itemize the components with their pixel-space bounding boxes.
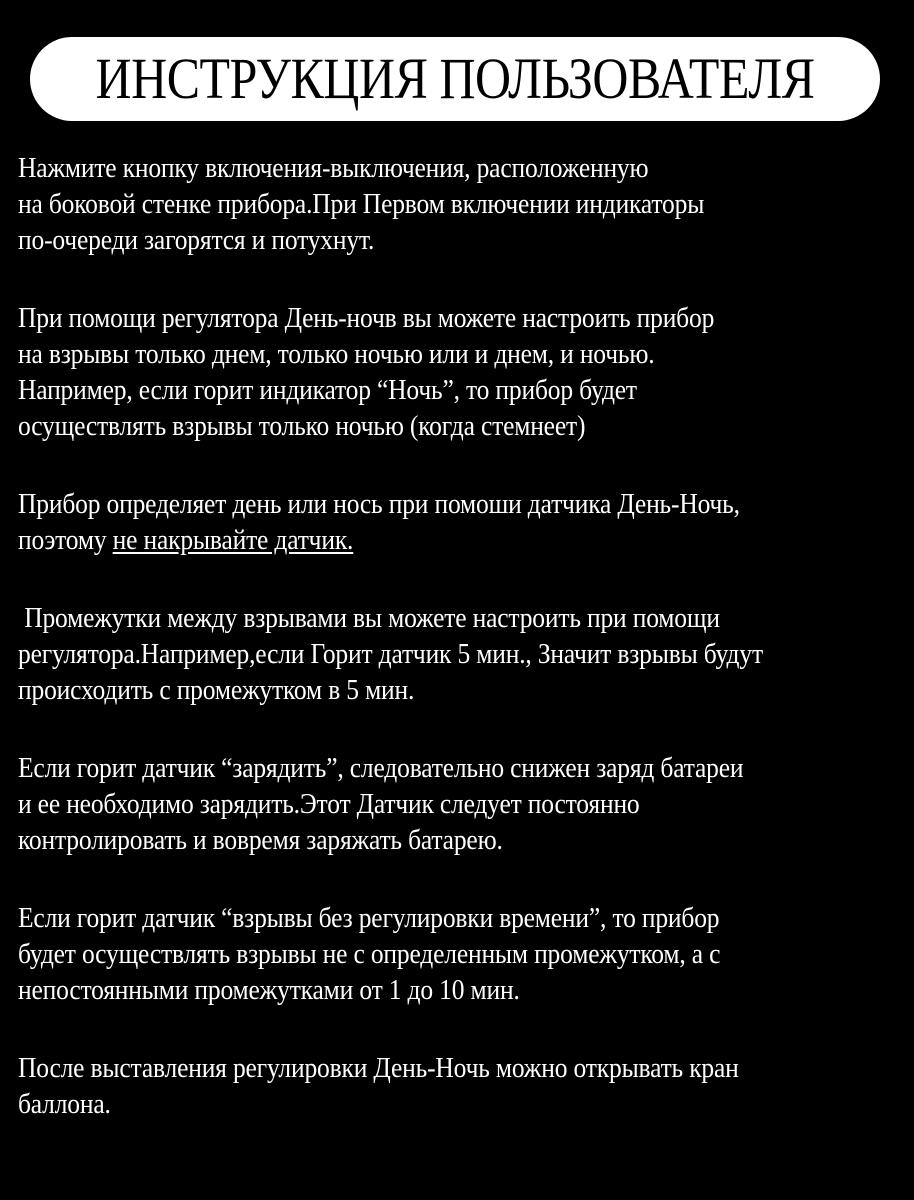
text-line: После выставления регулировки День-Ночь можно открывать кран bbox=[18, 1052, 739, 1084]
page-title: ИНСТРУКЦИЯ ПОЛЬЗОВАТЕЛЯ bbox=[95, 46, 815, 111]
warning-underlined: не накрывайте датчик. bbox=[112, 524, 354, 556]
paragraph-day-night bbox=[18, 300, 902, 444]
text-line: осуществлять взрывы только ночью (когда стемнеет) bbox=[18, 410, 586, 442]
text-line: Прибор определяет день или нось при помоши датчика День-Ночь, bbox=[18, 488, 740, 520]
text-line: Например, если горит индикатор “Ночь”, то прибор будет bbox=[18, 374, 637, 406]
text-line: регулятора.Например,если Горит датчик 5 мин., Значит взрывы будут bbox=[18, 638, 763, 670]
paragraph-sensor bbox=[18, 486, 902, 558]
text-line: баллона. bbox=[18, 1088, 111, 1120]
paragraph-random bbox=[18, 900, 902, 1008]
text-line: по-очереди загорятся и потухнут. bbox=[18, 224, 375, 256]
text-line: Промежутки между взрывами вы можете настроить при помощи bbox=[18, 602, 720, 634]
text-line: на взрывы только днем, только ночью или и днем, и ночью. bbox=[18, 338, 655, 370]
title-banner bbox=[30, 37, 880, 121]
text-plain: поэтому bbox=[18, 524, 113, 556]
text-line: происходить с промежутком в 5 мин. bbox=[18, 674, 415, 706]
text-line: При помощи регулятора День-ночв вы можете настроить прибор bbox=[18, 302, 715, 334]
text-line: контролировать и вовремя заряжать батарею. bbox=[18, 824, 503, 856]
paragraph-charge bbox=[18, 750, 902, 858]
paragraph-interval bbox=[18, 600, 902, 708]
text-line: на боковой стенке прибора.При Первом включении индикаторы bbox=[18, 188, 705, 220]
instruction-body bbox=[18, 150, 902, 1164]
paragraph-power bbox=[18, 150, 902, 258]
text-line: Нажмите кнопку включения-выключения, расположенную bbox=[18, 152, 649, 184]
text-line: и ее необходимо зарядить.Этот Датчик следует постоянно bbox=[18, 788, 640, 820]
text-line: непостоянными промежутками от 1 до 10 мин. bbox=[18, 974, 520, 1006]
paragraph-valve bbox=[18, 1050, 902, 1122]
text-line: будет осуществлять взрывы не с определенным промежутком, а с bbox=[18, 938, 721, 970]
text-line bbox=[18, 522, 796, 558]
text-line: Если горит датчик “зарядить”, следовательно снижен заряд батареи bbox=[18, 752, 744, 784]
text-line: Если горит датчик “взрывы без регулировки времени”, то прибор bbox=[18, 902, 720, 934]
